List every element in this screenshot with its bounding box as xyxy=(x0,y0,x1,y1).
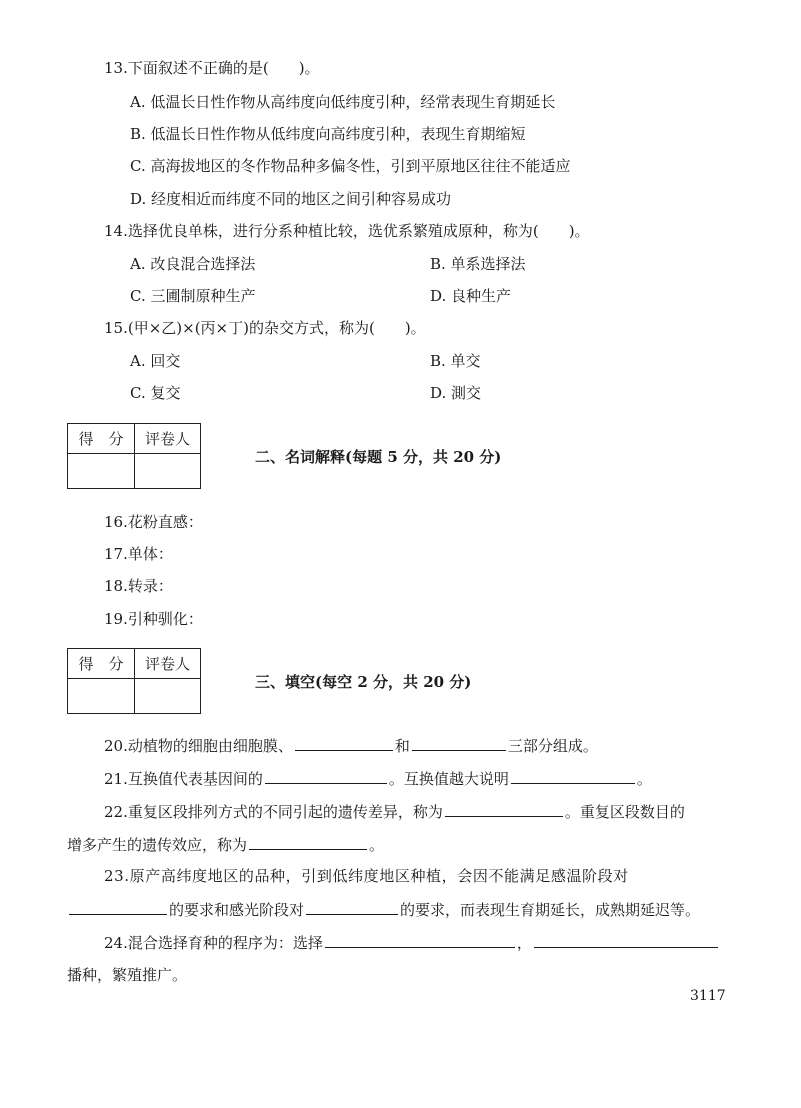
page-number: 3117 xyxy=(690,988,726,1004)
q22-blank-2[interactable] xyxy=(249,834,367,850)
term-item: 16.花粉直感： xyxy=(104,513,203,531)
q21-blank-2[interactable] xyxy=(511,768,635,784)
q22-text-2: 。重复区段数目的 xyxy=(564,803,685,821)
q22-text-4: 。 xyxy=(369,836,385,854)
q21-text-2: 。互换值越大说明 xyxy=(388,770,509,788)
q22-line-1 xyxy=(104,801,685,822)
q15-option-b: B. 单交 xyxy=(430,352,481,370)
q20-text-1: 20.动植物的细胞由细胞膜、 xyxy=(104,737,293,755)
q13-option-d: D. 经度相近而纬度不同的地区之间引种容易成功 xyxy=(130,190,452,208)
q13-option-b: B. 低温长日性作物从低纬度向高纬度引种，表现生育期缩短 xyxy=(130,125,526,143)
q22-text-3: 增多产生的遗传效应，称为 xyxy=(67,836,248,854)
term-item: 18.转录： xyxy=(104,577,173,595)
score-cell[interactable] xyxy=(68,454,135,489)
q22-blank-1[interactable] xyxy=(445,801,563,817)
q22-text-1: 22.重复区段排列方式的不同引起的遗传差异，称为 xyxy=(104,803,443,821)
q14-option-c: C. 三圃制原种生产 xyxy=(130,287,256,305)
q20-text-2: 和 xyxy=(394,737,410,755)
q13-option-a: A. 低温长日性作物从高纬度向低纬度引种，经常表现生育期延长 xyxy=(130,93,556,111)
q14-option-a: A. 改良混合选择法 xyxy=(130,255,256,273)
term-item: 17.单体： xyxy=(104,545,173,563)
grader-label: 评卷人 xyxy=(135,424,201,454)
q21-text-1: 21.互换值代表基因间的 xyxy=(104,770,263,788)
grader-label: 评卷人 xyxy=(135,649,201,679)
q21-blank-1[interactable] xyxy=(265,768,387,784)
q20-blank-2[interactable] xyxy=(412,735,506,751)
q15-option-c: C. 复交 xyxy=(130,384,181,402)
q23-text-3: 的要求，而表现生育期延长，成熟期延迟等。 xyxy=(400,901,701,919)
q20-text-3: 三部分组成。 xyxy=(507,737,598,755)
q23-blank-1[interactable] xyxy=(69,899,167,915)
q23-blank-2[interactable] xyxy=(306,899,398,915)
score-cell[interactable] xyxy=(68,679,135,714)
score-box-section2 xyxy=(67,423,201,489)
q14-option-d: D. 良种生产 xyxy=(430,287,512,305)
q24-text-2: ， xyxy=(516,934,532,952)
q13-option-c: C. 高海拔地区的冬作物品种多偏冬性，引到平原地区往往不能适应 xyxy=(130,157,571,175)
q15-stem: 15.(甲×乙)×(丙×丁)的杂交方式，称为( )。 xyxy=(104,319,426,337)
q23-line-2 xyxy=(67,899,700,920)
q23-text-2: 的要求和感光阶段对 xyxy=(169,901,305,919)
score-label: 得 分 xyxy=(68,424,135,454)
q21-text-3: 。 xyxy=(636,770,652,788)
q24-blank-2[interactable] xyxy=(534,932,718,948)
q24-line-2 xyxy=(67,965,187,985)
q22-line-2 xyxy=(67,834,384,855)
section3-title: 三、填空(每空 2 分，共 20 分) xyxy=(255,673,472,691)
score-box-section3 xyxy=(67,648,201,714)
grader-cell[interactable] xyxy=(135,679,201,714)
q20-line xyxy=(104,735,598,756)
q24-blank-1[interactable] xyxy=(325,932,515,948)
q23-line-1 xyxy=(104,866,629,886)
q23-text-1: 23.原产高纬度地区的品种，引到低纬度地区种植，会因不能满足感温阶段对 xyxy=(104,867,629,885)
q21-line xyxy=(104,768,652,789)
q15-option-a: A. 回交 xyxy=(130,352,181,370)
q14-option-b: B. 单系选择法 xyxy=(430,255,526,273)
grader-cell[interactable] xyxy=(135,454,201,489)
q24-text-1: 24.混合选择育种的程序为：选择 xyxy=(104,934,323,952)
q15-option-d: D. 測交 xyxy=(430,384,482,402)
section2-title: 二、名词解释(每题 5 分，共 20 分) xyxy=(255,448,502,466)
q20-blank-1[interactable] xyxy=(295,735,393,751)
score-label: 得 分 xyxy=(68,649,135,679)
term-item: 19.引种驯化： xyxy=(104,610,203,628)
q24-line-1 xyxy=(104,932,720,953)
q13-stem: 13.下面叙述不正确的是( )。 xyxy=(104,59,320,77)
q14-stem: 14.选择优良单株，进行分系种植比较，选优系繁殖成原种，称为( )。 xyxy=(104,222,590,240)
q24-text-3: 播种，繁殖推广。 xyxy=(67,966,188,984)
